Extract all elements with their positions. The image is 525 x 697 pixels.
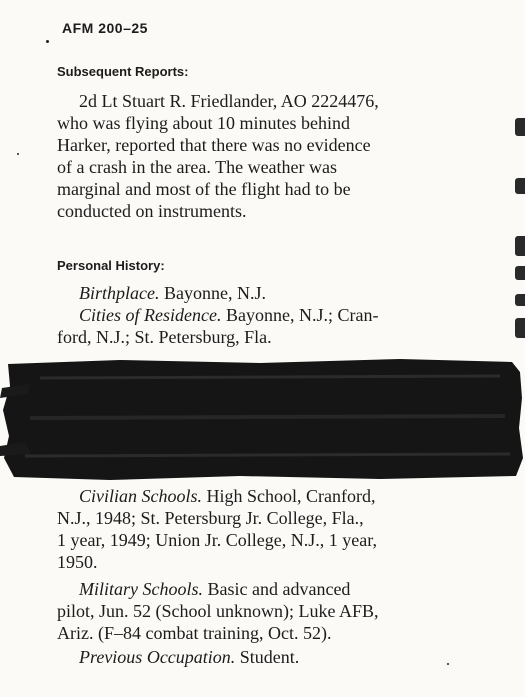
military-schools-value: Basic and advanced (203, 579, 351, 599)
redaction-block (0, 358, 525, 480)
paragraph-line: pilot, Jun. 52 (School unknown); Luke AFB, (57, 601, 379, 621)
residence-value: Bayonne, N.J.; Cran- (221, 305, 379, 325)
civilian-schools-value: High School, Cranford, (202, 486, 376, 506)
personal-history-heading: Personal History: (57, 258, 165, 273)
military-schools-paragraph (57, 578, 497, 644)
residence-label: Cities of Residence. (79, 305, 222, 325)
paragraph-line: Harker, reported that there was no evidence (57, 135, 371, 155)
occupation-line (57, 646, 497, 668)
personal-history-paragraph (57, 282, 497, 348)
binding-edge-mark (515, 118, 525, 136)
paragraph-line: 2d Lt Stuart R. Friedlander, AO 2224476, (79, 91, 379, 111)
birthplace-value: Bayonne, N.J. (159, 283, 266, 303)
binding-edge-mark (515, 294, 525, 306)
binding-edge-mark (515, 318, 525, 338)
scan-speck (17, 153, 19, 155)
civilian-schools-paragraph (57, 485, 497, 573)
paragraph-line: 1 year, 1949; Union Jr. College, N.J., 1 year, (57, 530, 378, 550)
occupation-paragraph (57, 646, 497, 668)
paragraph-line: who was flying about 10 minutes behind (57, 113, 350, 133)
residence-line (57, 304, 497, 326)
civilian-schools-line (57, 485, 497, 507)
paragraph-line: of a crash in the area. The weather was (57, 157, 338, 177)
subsequent-reports-paragraph (57, 90, 497, 222)
birthplace-label: Birthplace. (79, 283, 160, 303)
paragraph-line: marginal and most of the flight had to be (57, 179, 351, 199)
occupation-label: Previous Occupation. (79, 647, 236, 667)
binding-edge-mark (515, 266, 525, 280)
occupation-value: Student. (235, 647, 300, 667)
scan-speck (46, 40, 49, 43)
paragraph-line: N.J., 1948; St. Petersburg Jr. College, Fla., (57, 508, 364, 528)
scan-speck (447, 663, 449, 665)
binding-edge-mark (515, 236, 525, 256)
military-schools-line (57, 578, 497, 600)
residence-line-continued: ford, N.J.; St. Petersburg, Fla. (57, 327, 272, 347)
military-schools-label: Military Schools. (79, 579, 203, 599)
subsequent-reports-heading: Subsequent Reports: (57, 64, 189, 79)
paragraph-line: conducted on instruments. (57, 201, 247, 221)
paragraph-line: 1950. (57, 552, 98, 572)
birthplace-line (57, 282, 497, 304)
civilian-schools-label: Civilian Schools. (79, 486, 202, 506)
binding-edge-mark (515, 178, 525, 194)
paragraph-line: Ariz. (F–84 combat training, Oct. 52). (57, 623, 332, 643)
form-number: AFM 200–25 (62, 20, 148, 36)
